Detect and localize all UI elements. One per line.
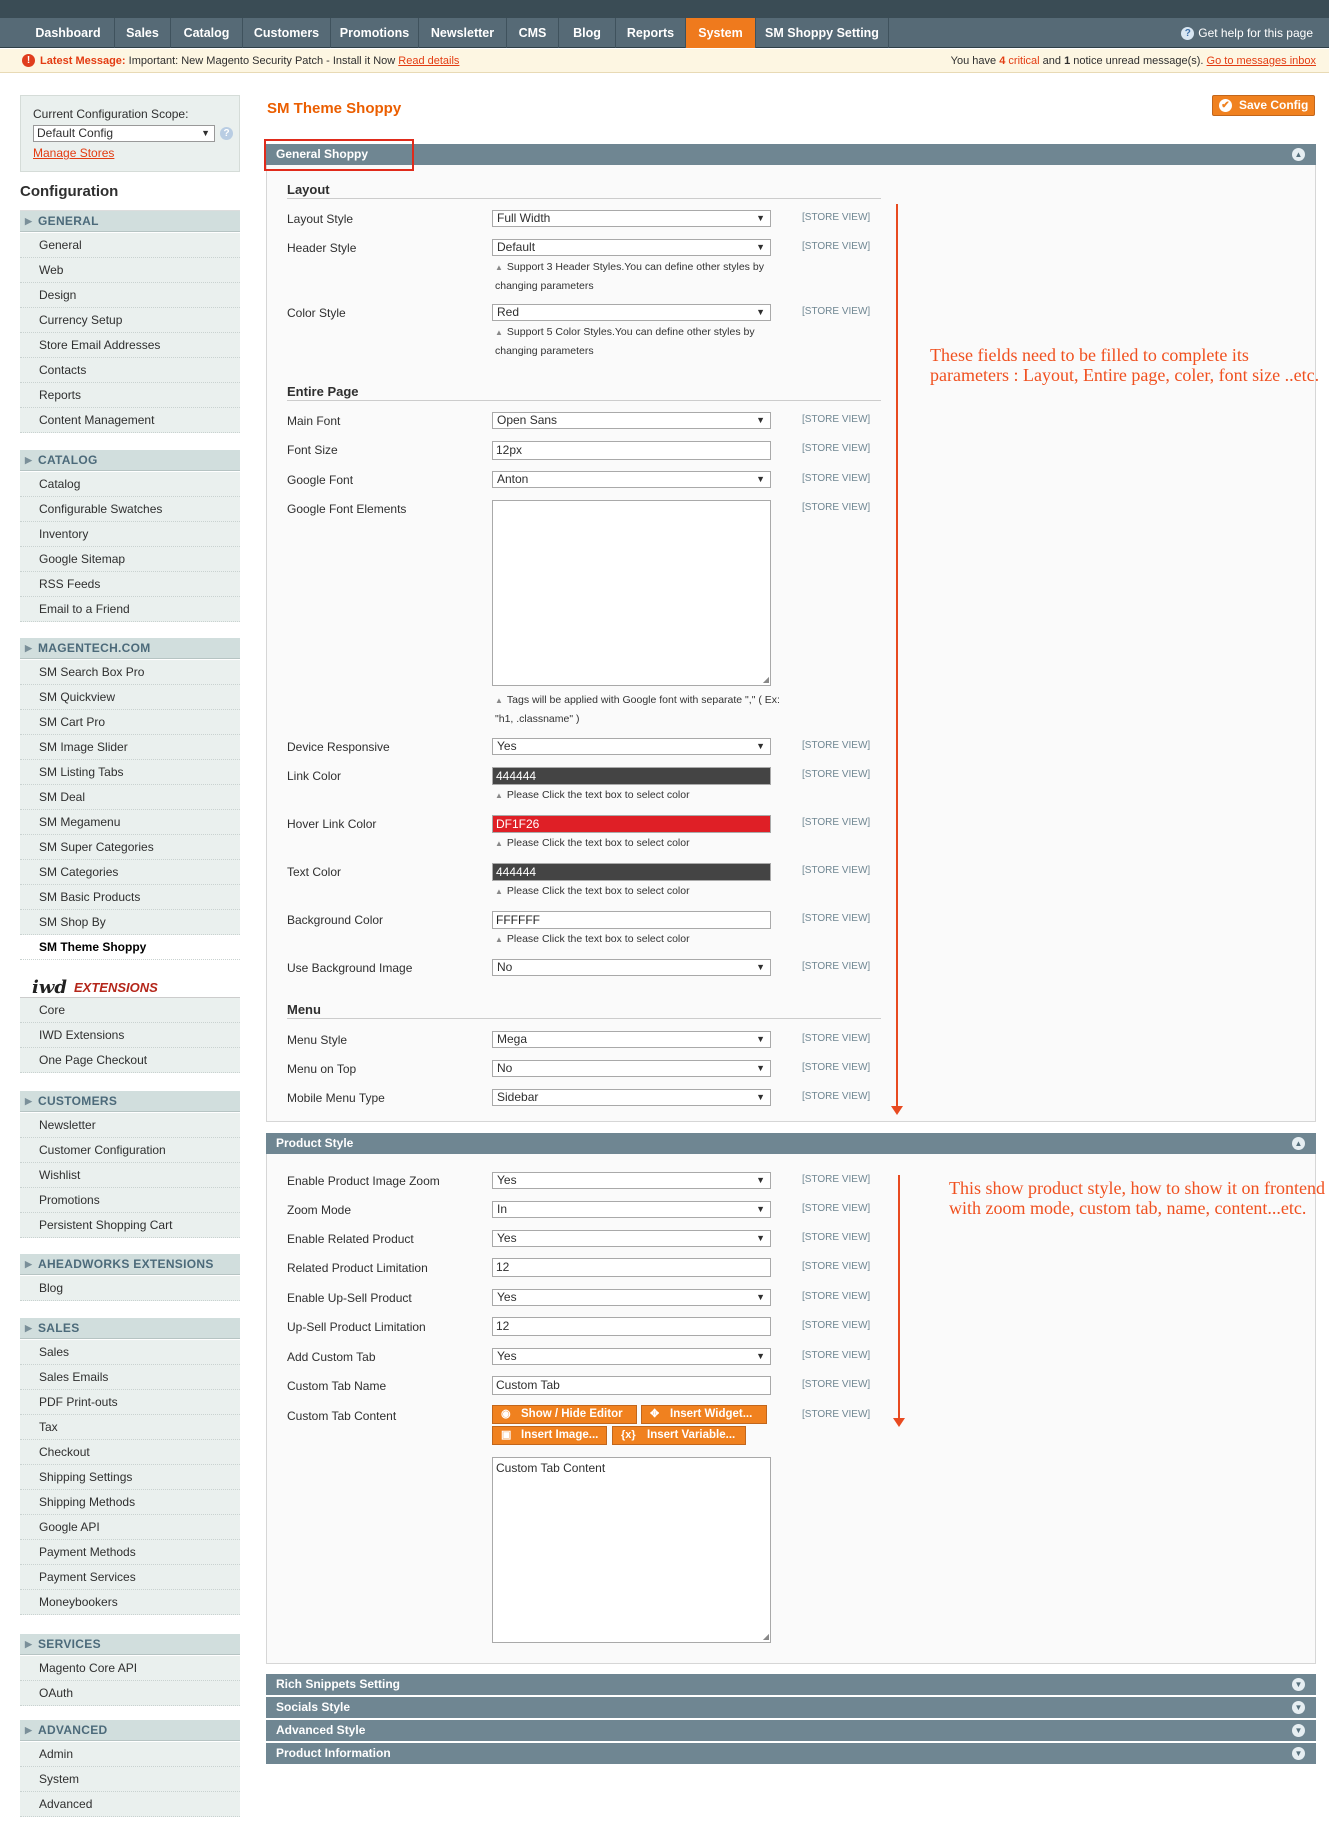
general-shoppy-body: [266, 165, 1316, 1122]
sidebar-item-promotions[interactable]: Promotions: [20, 1188, 240, 1213]
label-google-font: Google Font: [287, 473, 354, 487]
note-text: Tags will be applied with Google font with separate "," ( Ex: "h1, .classname" ): [495, 694, 780, 725]
section-title: Rich Snippets Setting: [276, 1677, 401, 1691]
section-title: Product Information: [276, 1746, 391, 1760]
sidebar-item-content-management[interactable]: Content Management: [20, 408, 240, 433]
section-head-label: MAGENTECH.COM: [38, 641, 151, 655]
nav-dashboard[interactable]: Dashboard: [22, 18, 115, 48]
sidebar-item-contacts[interactable]: Contacts: [20, 358, 240, 383]
note-text: Please Click the text box to select color: [506, 789, 690, 801]
annotation-product-style: This show product style, how to show it on frontend with zoom mode, custom tab, name, content...etc.: [949, 1178, 1325, 1218]
section-head-iwd[interactable]: [20, 975, 240, 998]
sidebar-item-catalog[interactable]: Catalog: [20, 472, 240, 497]
triangle-icon: ▶: [25, 1639, 33, 1649]
resize-grip-icon[interactable]: ◢: [762, 675, 769, 684]
critical-word: critical: [1008, 55, 1040, 67]
chevron-down-icon: ▼: [756, 1063, 765, 1073]
triangle-icon: ▶: [25, 1096, 33, 1106]
store-view-badge: [STORE VIEW]: [802, 913, 871, 924]
input-hover-link-color[interactable]: DF1F26: [492, 815, 771, 833]
check-icon: ✔: [1219, 99, 1232, 112]
sidebar-item-payment-services[interactable]: Payment Services: [20, 1565, 240, 1590]
label-image-zoom: Enable Product Image Zoom: [287, 1174, 440, 1188]
sidebar-item-customer-configuration[interactable]: Customer Configuration: [20, 1138, 240, 1163]
input-upsell-limit[interactable]: 12: [492, 1317, 771, 1336]
read-details-link[interactable]: Read details: [398, 55, 460, 67]
section-head-aheadworks-extensions[interactable]: [20, 1254, 240, 1275]
label-main-font: Main Font: [287, 414, 341, 428]
note-text: Please Click the text box to select color: [506, 933, 690, 945]
notice-rest: notice unread message(s).: [1073, 55, 1204, 67]
sidebar-item-sm-deal[interactable]: SM Deal: [20, 785, 240, 810]
label-text-color: Text Color: [287, 865, 342, 879]
select-layout-style[interactable]: [492, 210, 771, 227]
section-socials-style[interactable]: [266, 1697, 1316, 1718]
sidebar-item-moneybookers[interactable]: Moneybookers: [20, 1590, 240, 1615]
label-related-limit: Related Product Limitation: [287, 1261, 428, 1275]
section-head-sales[interactable]: [20, 1318, 240, 1339]
sidebar-item-tax[interactable]: Tax: [20, 1415, 240, 1440]
chevron-down-icon: ▼: [756, 1233, 765, 1243]
sidebar-item-oauth[interactable]: OAuth: [20, 1681, 240, 1706]
sidebar-item-inventory[interactable]: Inventory: [20, 522, 240, 547]
sidebar-item-sales[interactable]: Sales: [20, 1340, 240, 1365]
expand-icon[interactable]: ▼: [1292, 1747, 1305, 1760]
input-related-limit[interactable]: 12: [492, 1258, 771, 1277]
store-view-badge: [STORE VIEW]: [802, 1379, 871, 1390]
eye-icon: ◉: [501, 1408, 511, 1420]
main-nav: [0, 18, 1329, 48]
note-text: Support 5 Color Styles.You can define other styles by changing parameters: [495, 326, 755, 357]
label-related-product: Enable Related Product: [287, 1232, 414, 1246]
store-view-badge: [STORE VIEW]: [802, 1091, 871, 1102]
select-value: No: [497, 1061, 513, 1075]
store-view-badge: [STORE VIEW]: [802, 1350, 871, 1361]
sidebar-item-sm-cart-pro[interactable]: SM Cart Pro: [20, 710, 240, 735]
iwd-extensions-label: EXTENSIONS: [74, 980, 158, 995]
help-text: Get help for this page: [1198, 26, 1313, 40]
label-use-background-image: Use Background Image: [287, 961, 413, 975]
label-device-responsive: Device Responsive: [287, 740, 390, 754]
triangle-icon: ▲: [495, 263, 503, 272]
chevron-down-icon: ▼: [756, 242, 765, 252]
label-menu-style: Menu Style: [287, 1033, 348, 1047]
summary-prefix: You have: [950, 55, 997, 67]
select-menu-on-top[interactable]: [492, 1060, 771, 1077]
inbox-link[interactable]: Go to messages inbox: [1206, 55, 1316, 67]
input-background-color[interactable]: FFFFFF: [492, 911, 771, 929]
chevron-down-icon: ▼: [756, 1034, 765, 1044]
sidebar-item-google-api[interactable]: Google API: [20, 1515, 240, 1540]
collapse-icon[interactable]: ▲: [1292, 1137, 1305, 1150]
sidebar-item-core[interactable]: Core: [20, 998, 240, 1023]
chevron-down-icon: ▼: [756, 474, 765, 484]
configuration-title: Configuration: [20, 183, 240, 211]
page-title: SM Theme Shoppy: [267, 100, 402, 117]
store-view-badge: [STORE VIEW]: [802, 1261, 871, 1272]
store-view-badge: [STORE VIEW]: [802, 865, 871, 876]
label-custom-tab-name: Custom Tab Name: [287, 1379, 387, 1393]
label-upsell-limit: Up-Sell Product Limitation: [287, 1320, 426, 1334]
sidebar-item-sm-quickview[interactable]: SM Quickview: [20, 685, 240, 710]
section-head-label: AHEADWORKS EXTENSIONS: [38, 1257, 214, 1271]
label-custom-tab: Add Custom Tab: [287, 1350, 376, 1364]
input-custom-tab-name[interactable]: Custom Tab: [492, 1376, 771, 1395]
annotation-arrow: [896, 204, 898, 1109]
select-value: Full Width: [497, 211, 551, 225]
select-value: Yes: [497, 1173, 517, 1187]
triangle-icon: ▶: [25, 1259, 33, 1269]
help-icon[interactable]: ?: [220, 127, 233, 140]
textarea-custom-tab-content[interactable]: [492, 1457, 771, 1643]
sidebar-item-reports[interactable]: Reports: [20, 383, 240, 408]
resize-grip-icon[interactable]: ◢: [762, 1632, 769, 1641]
notice-count: 1: [1064, 55, 1071, 67]
sidebar-item-sm-theme-shoppy[interactable]: SM Theme Shoppy: [20, 935, 240, 960]
insert-image-button[interactable]: [492, 1426, 607, 1445]
chevron-down-icon: ▼: [756, 1092, 765, 1102]
sidebar-item-sm-super-categories[interactable]: SM Super Categories: [20, 835, 240, 860]
product-style-body: [266, 1154, 1316, 1664]
triangle-icon: ▲: [495, 328, 503, 337]
textarea-google-font-elements[interactable]: [492, 500, 771, 686]
label-custom-tab-content: Custom Tab Content: [287, 1409, 397, 1423]
store-view-badge: [STORE VIEW]: [802, 502, 871, 513]
select-value: Yes: [497, 1349, 517, 1363]
section-advanced-style[interactable]: [266, 1720, 1316, 1741]
annotation-arrow: [898, 1175, 900, 1420]
chevron-down-icon: ▼: [756, 962, 765, 972]
annotation-layout: These fields need to be filled to complete its parameters : Layout, Entire page, coler, font size ..etc.: [930, 345, 1320, 385]
note-text: Please Click the text box to select color: [506, 885, 690, 897]
expand-icon[interactable]: ▼: [1292, 1701, 1305, 1714]
sidebar-item-one-page-checkout[interactable]: One Page Checkout: [20, 1048, 240, 1073]
sidebar-item-store-email-addresses[interactable]: Store Email Addresses: [20, 333, 240, 358]
select-value: Open Sans: [497, 413, 558, 427]
store-view-badge: [STORE VIEW]: [802, 306, 871, 317]
label-menu-on-top: Menu on Top: [287, 1062, 357, 1076]
header-style-note: [495, 258, 765, 295]
section-head-label: GENERAL: [38, 214, 99, 228]
chevron-down-icon: ▼: [756, 415, 765, 425]
sidebar-item-email-to-a-friend[interactable]: Email to a Friend: [20, 597, 240, 622]
store-view-badge: [STORE VIEW]: [802, 241, 871, 252]
message-summary: [951, 49, 1316, 73]
sidebar-item-newsletter[interactable]: Newsletter: [20, 1113, 240, 1138]
save-label: Save Config: [1239, 98, 1309, 112]
sidebar-item-shipping-settings[interactable]: Shipping Settings: [20, 1465, 240, 1490]
select-device-responsive[interactable]: [492, 738, 771, 755]
button-label: Insert Widget...: [670, 1408, 753, 1420]
section-head-general[interactable]: [20, 211, 240, 232]
group-layout: Layout: [287, 182, 330, 197]
help-link[interactable]: [1181, 18, 1313, 48]
select-image-zoom[interactable]: [492, 1172, 771, 1189]
section-head-label: CUSTOMERS: [38, 1094, 118, 1108]
nav-cms[interactable]: CMS: [507, 18, 559, 48]
select-value: Yes: [497, 739, 517, 753]
label-background-color: Background Color: [287, 913, 384, 927]
sidebar-item-general[interactable]: General: [20, 233, 240, 258]
notice-text: Important: New Magento Security Patch - Install it Now: [128, 55, 396, 67]
select-color-style[interactable]: [492, 304, 771, 321]
scope-switcher: [20, 95, 240, 172]
store-view-badge: [STORE VIEW]: [802, 961, 871, 972]
triangle-icon: ▲: [495, 791, 503, 800]
show-hide-editor-button[interactable]: [492, 1405, 637, 1424]
sidebar-item-admin[interactable]: Admin: [20, 1742, 240, 1767]
section-head-catalog[interactable]: [20, 450, 240, 471]
expand-icon[interactable]: ▼: [1292, 1678, 1305, 1691]
header-strip: [0, 0, 1329, 18]
nav-promotions[interactable]: Promotions: [331, 18, 419, 48]
highlight-box: [264, 139, 414, 171]
sidebar-item-payment-methods[interactable]: Payment Methods: [20, 1540, 240, 1565]
section-general-shoppy[interactable]: [266, 144, 1316, 165]
label-color-style: Color Style: [287, 306, 346, 320]
background-color-note: [495, 930, 785, 949]
sidebar-item-persistent-shopping-cart[interactable]: Persistent Shopping Cart: [20, 1213, 240, 1238]
select-mobile-menu-type[interactable]: [492, 1089, 771, 1106]
select-related-product[interactable]: [492, 1230, 771, 1247]
nav-newsletter[interactable]: Newsletter: [419, 18, 507, 48]
chevron-down-icon: ▼: [756, 1351, 765, 1361]
label-layout-style: Layout Style: [287, 212, 354, 226]
select-value: Default: [497, 240, 536, 254]
select-main-font[interactable]: [492, 412, 771, 429]
nav-sales[interactable]: Sales: [115, 18, 171, 48]
chevron-down-icon: ▼: [756, 741, 765, 751]
sidebar-item-sm-shop-by[interactable]: SM Shop By: [20, 910, 240, 935]
section-head-customers[interactable]: [20, 1091, 240, 1112]
sidebar-item-shipping-methods[interactable]: Shipping Methods: [20, 1490, 240, 1515]
label-mobile-menu-type: Mobile Menu Type: [287, 1091, 385, 1105]
store-view-badge: [STORE VIEW]: [802, 740, 871, 751]
store-view-badge: [STORE VIEW]: [802, 1174, 871, 1185]
store-view-badge: [STORE VIEW]: [802, 443, 871, 454]
label-hover-link-color: Hover Link Color: [287, 817, 377, 831]
select-custom-tab[interactable]: [492, 1348, 771, 1365]
nav-system[interactable]: System: [686, 18, 756, 48]
sidebar-item-sm-categories[interactable]: SM Categories: [20, 860, 240, 885]
sidebar-item-sm-listing-tabs[interactable]: SM Listing Tabs: [20, 760, 240, 785]
sidebar-item-sales-emails[interactable]: Sales Emails: [20, 1365, 240, 1390]
select-upsell-product[interactable]: [492, 1289, 771, 1306]
arrow-head-icon: [893, 1418, 905, 1427]
select-value: In: [497, 1202, 508, 1216]
section-title: Advanced Style: [276, 1723, 366, 1737]
input-link-color[interactable]: 444444: [492, 767, 771, 785]
manage-stores-link[interactable]: Manage Stores: [33, 146, 115, 160]
section-head-services[interactable]: [20, 1634, 240, 1655]
sidebar-item-design[interactable]: Design: [20, 283, 240, 308]
latest-message: [40, 49, 459, 73]
sidebar-item-sm-image-slider[interactable]: SM Image Slider: [20, 735, 240, 760]
label-font-size: Font Size: [287, 443, 338, 457]
nav-reports[interactable]: Reports: [616, 18, 686, 48]
section-title: Socials Style: [276, 1700, 351, 1714]
triangle-icon: ▲: [495, 839, 503, 848]
notice-label: Latest Message:: [40, 55, 126, 67]
select-value: Mega: [497, 1032, 528, 1046]
label-upsell-product: Enable Up-Sell Product: [287, 1291, 412, 1305]
insert-widget-button[interactable]: [641, 1405, 767, 1424]
store-view-badge: [STORE VIEW]: [802, 1320, 871, 1331]
sidebar-item-blog[interactable]: Blog: [20, 1276, 240, 1301]
input-text-color[interactable]: 444444: [492, 863, 771, 881]
expand-icon[interactable]: ▼: [1292, 1724, 1305, 1737]
triangle-icon: ▲: [495, 887, 503, 896]
select-value: Yes: [497, 1231, 517, 1245]
select-google-font[interactable]: [492, 471, 771, 488]
store-view-badge: [STORE VIEW]: [802, 1409, 871, 1420]
select-header-style[interactable]: [492, 239, 771, 256]
button-label: Insert Variable...: [647, 1429, 736, 1441]
text-color-note: [495, 882, 785, 901]
divider: [287, 198, 881, 199]
sidebar-item-currency-setup[interactable]: Currency Setup: [20, 308, 240, 333]
label-link-color: Link Color: [287, 769, 342, 783]
store-view-badge: [STORE VIEW]: [802, 1232, 871, 1243]
group-menu: Menu: [287, 1002, 321, 1017]
section-head-label: SERVICES: [38, 1637, 101, 1651]
store-view-badge: [STORE VIEW]: [802, 414, 871, 425]
section-head-magentech-com[interactable]: [20, 638, 240, 659]
sidebar-item-web[interactable]: Web: [20, 258, 240, 283]
section-product-style[interactable]: [266, 1133, 1316, 1154]
scope-select[interactable]: [33, 125, 215, 142]
section-rich-snippets[interactable]: [266, 1674, 1316, 1695]
triangle-icon: ▶: [25, 1323, 33, 1333]
section-title: General Shoppy: [276, 147, 369, 161]
button-label: Insert Image...: [521, 1429, 599, 1441]
store-view-badge: [STORE VIEW]: [802, 473, 871, 484]
section-head-label: CATALOG: [38, 453, 98, 467]
section-head-advanced[interactable]: [20, 1720, 240, 1741]
widget-icon: ✥: [650, 1408, 660, 1420]
sidebar-item-configurable-swatches[interactable]: Configurable Swatches: [20, 497, 240, 522]
triangle-icon: ▲: [495, 696, 503, 705]
chevron-down-icon: ▼: [756, 213, 765, 223]
button-label: Show / Hide Editor: [521, 1408, 623, 1420]
insert-variable-button[interactable]: [612, 1426, 746, 1445]
label-google-font-elements: Google Font Elements: [287, 502, 407, 516]
note-text: Support 3 Header Styles.You can define other styles by changing parameters: [495, 261, 764, 292]
help-icon: ?: [1181, 27, 1194, 40]
select-value: Sidebar: [497, 1090, 539, 1104]
section-product-information[interactable]: [266, 1743, 1316, 1764]
textarea-value: Custom Tab Content: [496, 1461, 606, 1475]
google-font-elements-note: [495, 691, 785, 728]
store-view-badge: [STORE VIEW]: [802, 1291, 871, 1302]
scope-label: Current Configuration Scope:: [33, 107, 189, 121]
iwd-logo: iwd: [32, 977, 67, 998]
note-text: Please Click the text box to select color: [506, 837, 690, 849]
label-zoom-mode: Zoom Mode: [287, 1203, 352, 1217]
sidebar-item-google-sitemap[interactable]: Google Sitemap: [20, 547, 240, 572]
color-style-note: [495, 323, 765, 360]
store-view-badge: [STORE VIEW]: [802, 1062, 871, 1073]
triangle-icon: ▶: [25, 216, 33, 226]
store-view-badge: [STORE VIEW]: [802, 769, 871, 780]
scope-value: Default Config: [37, 126, 114, 140]
sidebar-item-sm-search-box-pro[interactable]: SM Search Box Pro: [20, 660, 240, 685]
store-view-badge: [STORE VIEW]: [802, 212, 871, 223]
section-head-label: ADVANCED: [38, 1723, 108, 1737]
arrow-head-icon: [891, 1106, 903, 1115]
hover-link-color-note: [495, 834, 785, 853]
chevron-down-icon: ▼: [756, 1204, 765, 1214]
chevron-down-icon: ▼: [756, 1292, 765, 1302]
nav-blog[interactable]: Blog: [559, 18, 616, 48]
critical-count: 4: [999, 55, 1006, 67]
nav-catalog[interactable]: Catalog: [171, 18, 243, 48]
notice-bar: [0, 49, 1329, 73]
select-menu-style[interactable]: [492, 1031, 771, 1048]
store-view-badge: [STORE VIEW]: [802, 1033, 871, 1044]
sidebar-item-checkout[interactable]: Checkout: [20, 1440, 240, 1465]
chevron-down-icon: ▼: [756, 307, 765, 317]
store-view-badge: [STORE VIEW]: [802, 817, 871, 828]
sidebar-item-system[interactable]: System: [20, 1767, 240, 1792]
nav-customers[interactable]: Customers: [243, 18, 331, 48]
label-header-style: Header Style: [287, 241, 357, 255]
group-entire-page: Entire Page: [287, 384, 359, 399]
nav-sm-shoppy-setting[interactable]: SM Shoppy Setting: [756, 18, 889, 48]
save-config-button[interactable]: [1212, 95, 1315, 116]
collapse-icon[interactable]: ▲: [1292, 148, 1305, 161]
image-icon: ▣: [501, 1429, 512, 1441]
divider: [287, 400, 881, 401]
sidebar-item-magento-core-api[interactable]: Magento Core API: [20, 1656, 240, 1681]
select-value: No: [497, 960, 513, 974]
chevron-down-icon: ▼: [201, 128, 210, 138]
select-value: Red: [497, 305, 520, 319]
section-head-label: SALES: [38, 1321, 80, 1335]
sidebar-item-iwd-extensions[interactable]: IWD Extensions: [20, 1023, 240, 1048]
link-color-note: [495, 786, 785, 805]
divider: [287, 1018, 881, 1019]
select-value: Yes: [497, 1290, 517, 1304]
select-zoom-mode[interactable]: [492, 1201, 771, 1218]
alert-icon: !: [22, 54, 35, 67]
triangle-icon: ▶: [25, 455, 33, 465]
section-title: Product Style: [276, 1136, 354, 1150]
chevron-down-icon: ▼: [756, 1175, 765, 1185]
sidebar-item-advanced[interactable]: Advanced: [20, 1792, 240, 1817]
store-view-badge: [STORE VIEW]: [802, 1203, 871, 1214]
sidebar-item-rss-feeds[interactable]: RSS Feeds: [20, 572, 240, 597]
sidebar-item-sm-megamenu[interactable]: SM Megamenu: [20, 810, 240, 835]
and-word: and: [1042, 55, 1061, 67]
triangle-icon: ▶: [25, 1725, 33, 1735]
variable-icon: {x}: [621, 1429, 636, 1441]
triangle-icon: ▶: [25, 643, 33, 653]
input-font-size[interactable]: 12px: [492, 441, 771, 460]
triangle-icon: ▲: [495, 935, 503, 944]
sidebar-item-wishlist[interactable]: Wishlist: [20, 1163, 240, 1188]
sidebar-item-pdf-print-outs[interactable]: PDF Print-outs: [20, 1390, 240, 1415]
sidebar-item-sm-basic-products[interactable]: SM Basic Products: [20, 885, 240, 910]
select-use-background-image[interactable]: [492, 959, 771, 976]
select-value: Anton: [497, 472, 529, 486]
